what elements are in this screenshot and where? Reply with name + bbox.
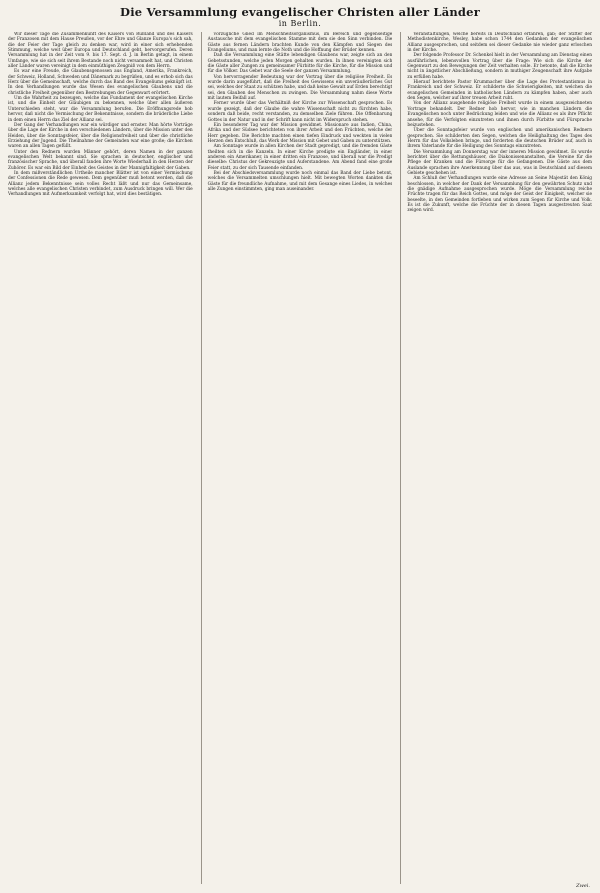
paragraph: In dem mißverständlichen Urtheile mancher Blätter ist von einer Vermischung der Confessionen die Rede gewesen. Dem gegenüber muß betont werden, daß die Allianz jedem Bekenntnisse sein volles Recht läßt und nur das Gemeinsame, welches alle evangelischen Christen verbindet, zum Ausdruck bringen will. Wer die Verhandlungen mit Aufmerksamkeit verfolgt hat, wird dies bestätigen. <box>8 170 193 198</box>
column-1 <box>8 32 193 884</box>
article-dateline: in Berlin. <box>278 19 322 28</box>
column-3 <box>400 32 592 884</box>
paragraph: Über die Sonntagsfeier wurde von englischen und amerikanischen Rednern gesprochen. Sie schilderten den Segen, welchen die Heilighaltung des Tages des Herrn für das Volksleben bringe, und forderten die deutschen Brüder auf, auch in ihrem Vaterlande für die Heiligung des Sonntags einzutreten. <box>407 128 593 150</box>
article-columns <box>8 32 592 884</box>
column-2 <box>201 32 393 884</box>
article-signature: Zwei. <box>576 883 590 889</box>
paragraph: Um die Wahrheit zu bezeugen, welche das Fundament der evangelischen Kirche ist, und die Einheit der Gläubigen zu bekennen, welche über allen äußeren Unterschieden steht, war die Versammlung berufen. Die Eröffnungsrede hob hervor, daß nicht die Vermischung der Bekenntnisse, sondern die brüderliche Liebe in dem einen Herrn das Ziel der Allianz sei. <box>8 96 193 123</box>
paragraph: vorzügliche Glied im Menschheitsorganismus, im Bereich und gegenseitige Austausche mit dem evangelischen Stamme mit dem sie den Sinn verbinden. Die Gäste aus fernen Ländern brachten Kunde von den Kämpfen und Siegen des Evangeliums, und man lernte die Noth und die Hoffnung der Brüder kennen. <box>207 32 393 54</box>
paragraph: Hierauf berichtete Pastor Krummacher über die Lage des Protestantismus in Frankreich und der Schweiz. Er schilderte die Schwierigkeiten, mit welchen die evangelischen Gemeinden in katholischen Ländern zu kämpfen haben, aber auch den Segen, welcher auf ihrer treuen Arbeit ruht. <box>407 80 593 102</box>
paragraph: Es war eine Freude, die Glaubensgenossen aus England, Amerika, Frankreich, der Schweiz, Holland, Schweden und Dänemark zu begrüßen, und es erhob sich das Herz über die Gemeinschaft, welche durch das Band des Evangeliums geknüpft ist. In den Verhandlungen wurde das Wesen des evangelischen Glaubens und die christliche Freiheit gegenüber den Bestrebungen der Gegenwart erörtert. <box>8 69 193 96</box>
paragraph: Die Versammlung am Donnerstag war der inneren Mission gewidmet. Es wurde berichtet über die Rettungshäuser, die Diakonissenanstalten, die Vereine für die Pflege der Kranken und die Fürsorge für die Gefangenen. Die Gäste aus dem Auslande sprachen ihre Anerkennung über das aus, was in Deutschland auf diesem Gebiete geschehen ist. <box>407 149 593 176</box>
paragraph: Bei der Abschiedsversammlung wurde noch einmal das Band der Liebe betont, welches die Versammelten umschlungen hielt. Mit bewegten Worten dankten die Gäste für die freundliche Aufnahme, und mit dem Gesange eines Liedes, in welches alle Zungen einstimmten, ging man auseinander. <box>207 170 393 192</box>
paragraph: Der folgende Professor Dr. Schenkel hielt in der Versammlung am Dienstag einen ausführlichen, lebensvollen Vortrag über die Frage: Wie sich die Kirche der Gegenwart zu den Bewegungen der Zeit verhalten solle. Er betonte, daß die Kirche nicht in ängstlicher Abschließung, sondern in muthiger Zeugenschaft ihre Aufgabe zu erfüllen habe. <box>407 53 593 80</box>
paragraph: Am Schluß der Verhandlungen wurde eine Adresse an Seine Majestät den König beschlossen, in welcher der Dank der Versammlung für den gewährten Schutz und die gnädige Aufnahme ausgesprochen wurde. Möge die Versammlung reiche Früchte tragen für das Reich Gottes, und möge der Geist der Einigkeit, welcher sie beseelte, in den Gemeinden fortleben und wirken zum Segen für Kirche und Volk. Es ist die Zukunft, welche die Früchte der in diesen Tagen ausgestreuten Saat zeigen wird. <box>407 176 593 214</box>
paragraph: Der Gang der Verhandlungen war ein würdiger und ernster. Man hörte Vorträge über die Lage der Kirche in den verschiedenen Ländern, über die Mission unter den Heiden, über die Sonntagsfeier, über die Religionsfreiheit und über die christliche Erziehung der Jugend. Die Theilnahme der Gemeinden war eine große; die Kirchen waren an allen Tagen gefüllt. <box>8 122 193 150</box>
paragraph: Veranstaltungen, welche bereits in Deutschland erfahren, gab; der Stifter der Methodistenkirche, Wesley, habe schon 1744 den Gedanken der evangelischen Allianz ausgesprochen, und seitdem sei dieser Gedanke nie wieder ganz erloschen in der Kirche. <box>407 32 593 54</box>
paragraph: Am Sonntage wurde in allen Kirchen der Stadt gepredigt, und die fremden Gäste theilten sich in die Kanzeln. In einer Kirche predigte ein Engländer, in einer anderen ein Amerikaner, in einer dritten ein Franzose, und überall war die Predigt dieselbe: Christus der Gekreuzigte und Auferstandene. Am Abend fand eine große Feier statt, zu der sich Tausende einfanden. <box>207 144 393 171</box>
paragraph: Von hervorragender Bedeutung war der Vortrag über die religiöse Freiheit. Es wurde darin ausgeführt, daß die Freiheit des Gewissens ein unveräußerliches Gut sei, welches der Staat zu schützen habe, und daß keine Gewalt auf Erden berechtigt sei, den Glauben des Menschen zu zwingen. Die Versammlung nahm diese Worte mit lautem Beifall auf. <box>207 74 393 102</box>
paragraph: Von der Allianz ausgehende religiöse Freiheit wurde in einem ausgezeichneten Vortrage behandelt. Der Redner hob hervor, wie in manchen Ländern die Evangelischen noch unter Bedrückung leiden und wie die Allianz es als ihre Pflicht ansehe, für die Verfolgten einzutreten und ihnen durch Fürbitte und Fürsprache beizustehen. <box>407 101 593 128</box>
paragraph: Wir dieser Tage die Zusammenkunft des Kaisers von Rußland und des Kaisers der Franzosen mit dem Hause Preußen, vor der Ehre und Glanze Europa's sich sah, die der Feier der Tage gleich zu denken war, wird in einer sich erhebenden Stimmung, welche weit über Europa und Deutschland geht, hervorgerufen. Deren Versammlung hat in der Zeit vom 9. bis 17. Sept. d. J. in Berlin getagt, in einem Umfange, wie sie sich seit ihrem Bestande noch nicht versammelt hat, und Christen aller Länder waren vereinigt in dem einmüthigen Zeugniß von dem Herrn. <box>8 32 193 70</box>
paragraph: Daß die Versammlung eine Stätte lebendigen Glaubens war, zeigte sich an den Gebetsstunden, welche jeden Morgen gehalten wurden. In ihnen vereinigten sich die Gäste aller Zungen zu gemeinsamer Fürbitte für die Kirche, für die Mission und für die Völker. Das Gebet war die Seele der ganzen Versammlung. <box>207 53 393 75</box>
paragraph: Ein besonderer Tag war der Mission gewidmet. Missionare aus Indien, China, Afrika und der Südsee berichteten von ihrer Arbeit und den Früchten, welche der Herr gegeben. Die Berichte machten einen tiefen Eindruck und weckten in vielen Herzen den Entschluß, das Werk der Mission mit Gebet und Gaben zu unterstützen. <box>207 122 393 144</box>
paragraph: Unter den Rednern wurden Männer gehört, deren Namen in der ganzen evangelischen Welt bekannt sind. Sie sprachen in deutscher, englischer und französischer Sprache, und überall fanden ihre Worte Wiederhall in den Herzen der Zuhörer. Es war ein Bild der Einheit des Geistes in der Mannigfaltigkeit der Gaben. <box>8 149 193 171</box>
paragraph: Ferner wurde über das Verhältniß der Kirche zur Wissenschaft gesprochen. Es wurde gezeigt, daß der Glaube die wahre Wissenschaft nicht zu fürchten habe, sondern daß beide, recht verstanden, zu demselben Ziele führen. Die Offenbarung Gottes in der Natur und in der Schrift kann nicht im Widerspruch stehen. <box>207 101 393 123</box>
article-title: Die Versammlung evangelischer Christen aller Länder <box>120 5 480 19</box>
